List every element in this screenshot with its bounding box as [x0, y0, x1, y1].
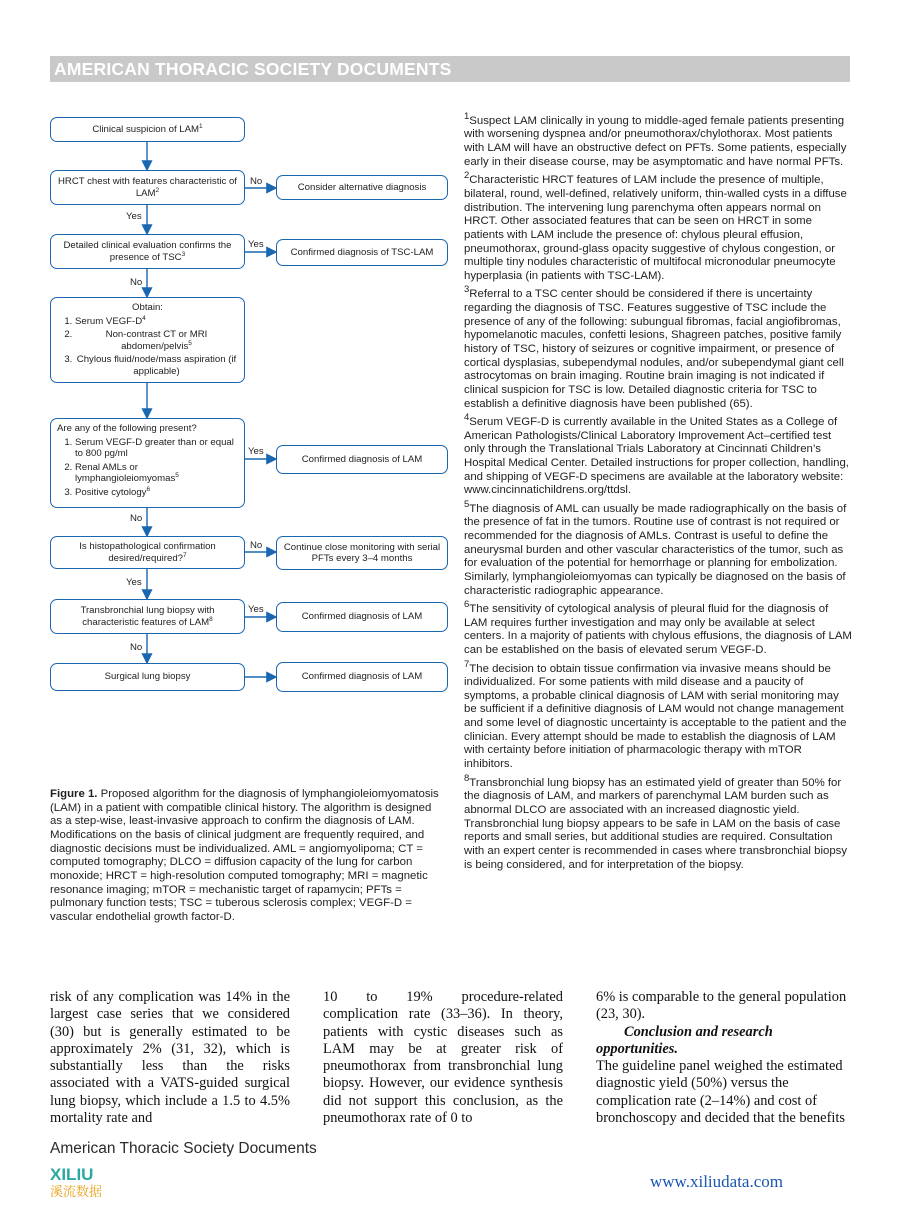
figure-footnotes: [464, 110, 852, 872]
footnote-6: $^6$The sensitivity of cytological analysis of pleural fluid for the diagnosis of LAM requires further investigation and may only be available at select centers. In a majority of patients with chylous effusions, the diagnosis of LAM can be established on the basis of elevated serum VEGF-D.: [464, 599, 852, 657]
label-yes-histo: Yes: [126, 577, 142, 588]
label-yes-tsc: Yes: [248, 239, 264, 250]
footer-journal-name: American Thoracic Society Documents: [50, 1140, 317, 1157]
node-confirmed-lam-3: Confirmed diagnosis of LAM: [276, 662, 448, 692]
footnote-2: $^2$Characteristic HRCT features of LAM include the presence of multiple, bilateral, round, well-defined, relatively uniform, thin-walled cysts in a diffuse distribution. The intervening lung parenchyma often appears normal on HRCT. Other associated features that can be seen on HRCT in some patients with LAM include the presence of: chylous pleural effusion, pneumothorax, ground-glass opacity suggestive of chylous congestion, or multiple tiny nodules characteristic of multifocal micronodular pneumocyte hyperplasia (in patients with TSC-LAM).: [464, 170, 847, 282]
label-yes-tbb: Yes: [248, 604, 264, 615]
label-no-histo: No: [250, 540, 263, 551]
node-clinical-evaluation: Detailed clinical evaluation confirms the presence of TSC$^3$: [50, 234, 245, 269]
body-column-1: [50, 989, 290, 1127]
body-paragraph: risk of any complication was 14% in the largest case series that we considered (30) but is generally estimated to be approximately 2% (31, 32), which is substantially less than the risks associated with a VATS-guided surgical lung biopsy, which include a 1.5 to 4.5% mortality rate and: [50, 989, 290, 1127]
node-hrct: HRCT chest with features characteristic of LAM$^2$: [50, 170, 245, 205]
obtain-item-2: 2. Non-contrast CT or MRI abdomen/pelvis$^5$: [75, 329, 238, 352]
figure-caption: [50, 788, 442, 925]
node-confirmed-lam-1: Confirmed diagnosis of LAM: [276, 445, 448, 474]
present-item-2: 2. Renal AMLs or lymphangioleiomyomas$^5$: [75, 462, 238, 485]
label-yes-present: Yes: [248, 446, 264, 457]
obtain-item-1: 1. Serum VEGF-$D^4$: [75, 316, 238, 328]
obtain-item-3: 3. Chylous fluid/node/mass aspiration (if applicable): [75, 354, 238, 377]
node-confirmed-lam-2: Confirmed diagnosis of LAM: [276, 602, 448, 632]
caption-label: Figure 1.: [50, 788, 98, 800]
body-column-2: [323, 989, 563, 1127]
body-paragraph: 10 to 19% procedure-related complication rate (33–36). In theory, patients with cystic diseases such as LAM may be at greater risk of pneumothorax from transbronchial lung biopsy. However, our evidence synthesis did not support this conclusion, as the pneumothorax rate of 0 to: [323, 989, 563, 1127]
obtain-title: Obtain:: [132, 302, 163, 313]
node-clinical-suspicion: Clinical suspicion of LAM$^1$: [50, 117, 245, 142]
node-alternative-diagnosis: Consider alternative diagnosis: [276, 175, 448, 200]
diagnosis-flowchart: [0, 0, 460, 760]
footnote-4: $^4$Serum VEGF-D is currently available in the United States as a College of American Pathologists/Clinical Laboratory Improvement Act–certified test only through the Translational Trials Laboratory at Cincinnati Children’s Hospital Medical Center. Detailed instructions for proper collection, handling, and shipping of VEGF-D specimens are available at the laboratory website: www.cincinnatichildrens.org/ttdsl.: [464, 412, 849, 497]
label-no-hrct: No: [250, 176, 263, 187]
logo-graphic: [50, 1164, 130, 1198]
footnote-5: $^5$The diagnosis of AML can usually be made radiographically on the basis of the presence of fat in the tumors. Routine use of contrast is not required or recommended for the diagnosis of AMLs. Contrast is useful to define the aneurysmal burden and other vascular characteristics of the tumor, such as for evaluation of the potential for hemorrhage or planning for embolization. Similarly, lymphangioleiomyomas can typically be diagnosed on the basis of characteristic radiographic appearance.: [464, 498, 847, 597]
node-obtain-tests: [50, 297, 245, 383]
xiliu-logo: [50, 1164, 130, 1198]
body-paragraph: The guideline panel weighed the estimated diagnostic yield (50%) versus the complication rate (2–14%) and cost of bronchoscopy and decided that the benefits: [596, 1058, 845, 1127]
footnote-7: $^7$The decision to obtain tissue confirmation via invasive means should be individualized. For some patients with mild disease and a paucity of symptoms, a probable clinical diagnosis of LAM with serial monitoring may be sufficient if a definitive diagnosis of LAM would not change management and some level of diagnostic uncertainty is acceptable to the patient and the clinician. Every attempt should be made to establish the diagnosis of LAM with certainty before initiation of pharmacologic therapy with mTOR inhibitors.: [464, 658, 847, 771]
footnote-1: $^1$Suspect LAM clinically in young to middle-aged female patients presenting with worsening dyspnea and/or pneumothorax/chylothorax. Most patients with LAM will have an obstructive defect on PFTs. Some patients, especially early in their disease course, may be asymptomatic and have normal PFTs.: [464, 111, 847, 168]
section-header-title: AMERICAN THORACIC SOCIETY DOCUMENTS: [54, 59, 452, 79]
footer-website-url[interactable]: www.xiliudata.com: [650, 1172, 783, 1191]
present-item-3: 3. Positive cytology$^6$: [75, 487, 238, 499]
svg-text:XILIU: XILIU: [50, 1165, 94, 1184]
present-item-1: 1. Serum VEGF-D greater than or equal to 800 pg/ml: [75, 437, 238, 460]
footnote-3: $^3$Referral to a TSC center should be considered if there is uncertainty regarding the diagnosis of TSC. Features suggestive of TSC include the presence of any of the following: subungual fibromas, facial angiofibromas, hypomelanotic macules, confetti lesions, Shagreen patches, positive family history of TSC, history of seizures or cognitive impairment, or presence of cortical dysplasias, subependymal nodules, and/or subependymal giant cell astrocytomas on brain imaging. Routine brain imaging is not indicated if clinical suspicion for TSC is low. Detailed diagnostic criteria for TSC to establish a definitive diagnosis have been published (65).: [464, 284, 844, 410]
label-no-present: No: [130, 513, 143, 524]
svg-text:溪流数据: 溪流数据: [50, 1185, 103, 1198]
present-title: Are any of the following present?: [57, 423, 197, 434]
node-transbronchial-biopsy: Transbronchial lung biopsy with characteristic features of LAM$^8$: [50, 599, 245, 634]
label-no-tsc: No: [130, 277, 143, 288]
body-paragraph: 6% is comparable to the general population (23, 30).: [596, 989, 847, 1023]
footnote-8: $^8$Transbronchial lung biopsy has an estimated yield of greater than 50% for the diagnosis of LAM, and markers of parenchymal LAM burden such as abnormal DLCO are associated with an increased diagnostic yield. Transbronchial lung biopsy appears to be safe in LAM on the basis of case reports and small series, but additional studies are required. Consultation with an expert center is recommended in cases where transbronchial biopsy is being considered, and for interpretation of the biopsy.: [464, 772, 848, 871]
label-yes-hrct: Yes: [126, 211, 142, 222]
node-confirmed-tsc-lam: Confirmed diagnosis of TSC-LAM: [276, 239, 448, 266]
label-no-tbb: No: [130, 642, 143, 653]
body-column-3: [596, 989, 850, 1127]
node-histopathology: Is histopathological confirmation desired/required?$^7$: [50, 536, 245, 569]
section-heading-conclusion: Conclusion and research opportunities.: [596, 1023, 773, 1057]
caption-text: Proposed algorithm for the diagnosis of lymphangioleiomyomatosis (LAM) in a patient with compatible clinical history. The algorithm is designed as a step-wise, least-invasive approach to confirm the diagnosis of LAM. Modifications on the basis of clinical judgment are frequently required, and diagnostic decisions must be individualized. AML = angiomyolipoma; CT = computed tomography; DLCO = diffusion capacity of the lung for carbon monoxide; HRCT = high-resolution computed tomography; MRI = magnetic resonance imaging; mTOR = mechanistic target of rapamycin; PFTs = pulmonary function tests; TSC = tuberous sclerosis complex; VEGF-D = vascular endothelial growth factor-D.: [50, 788, 439, 923]
node-surgical-biopsy: Surgical lung biopsy: [50, 663, 245, 691]
node-continue-monitoring: Continue close monitoring with serial PFTs every 3–4 months: [276, 536, 448, 570]
node-any-present: [50, 418, 245, 508]
